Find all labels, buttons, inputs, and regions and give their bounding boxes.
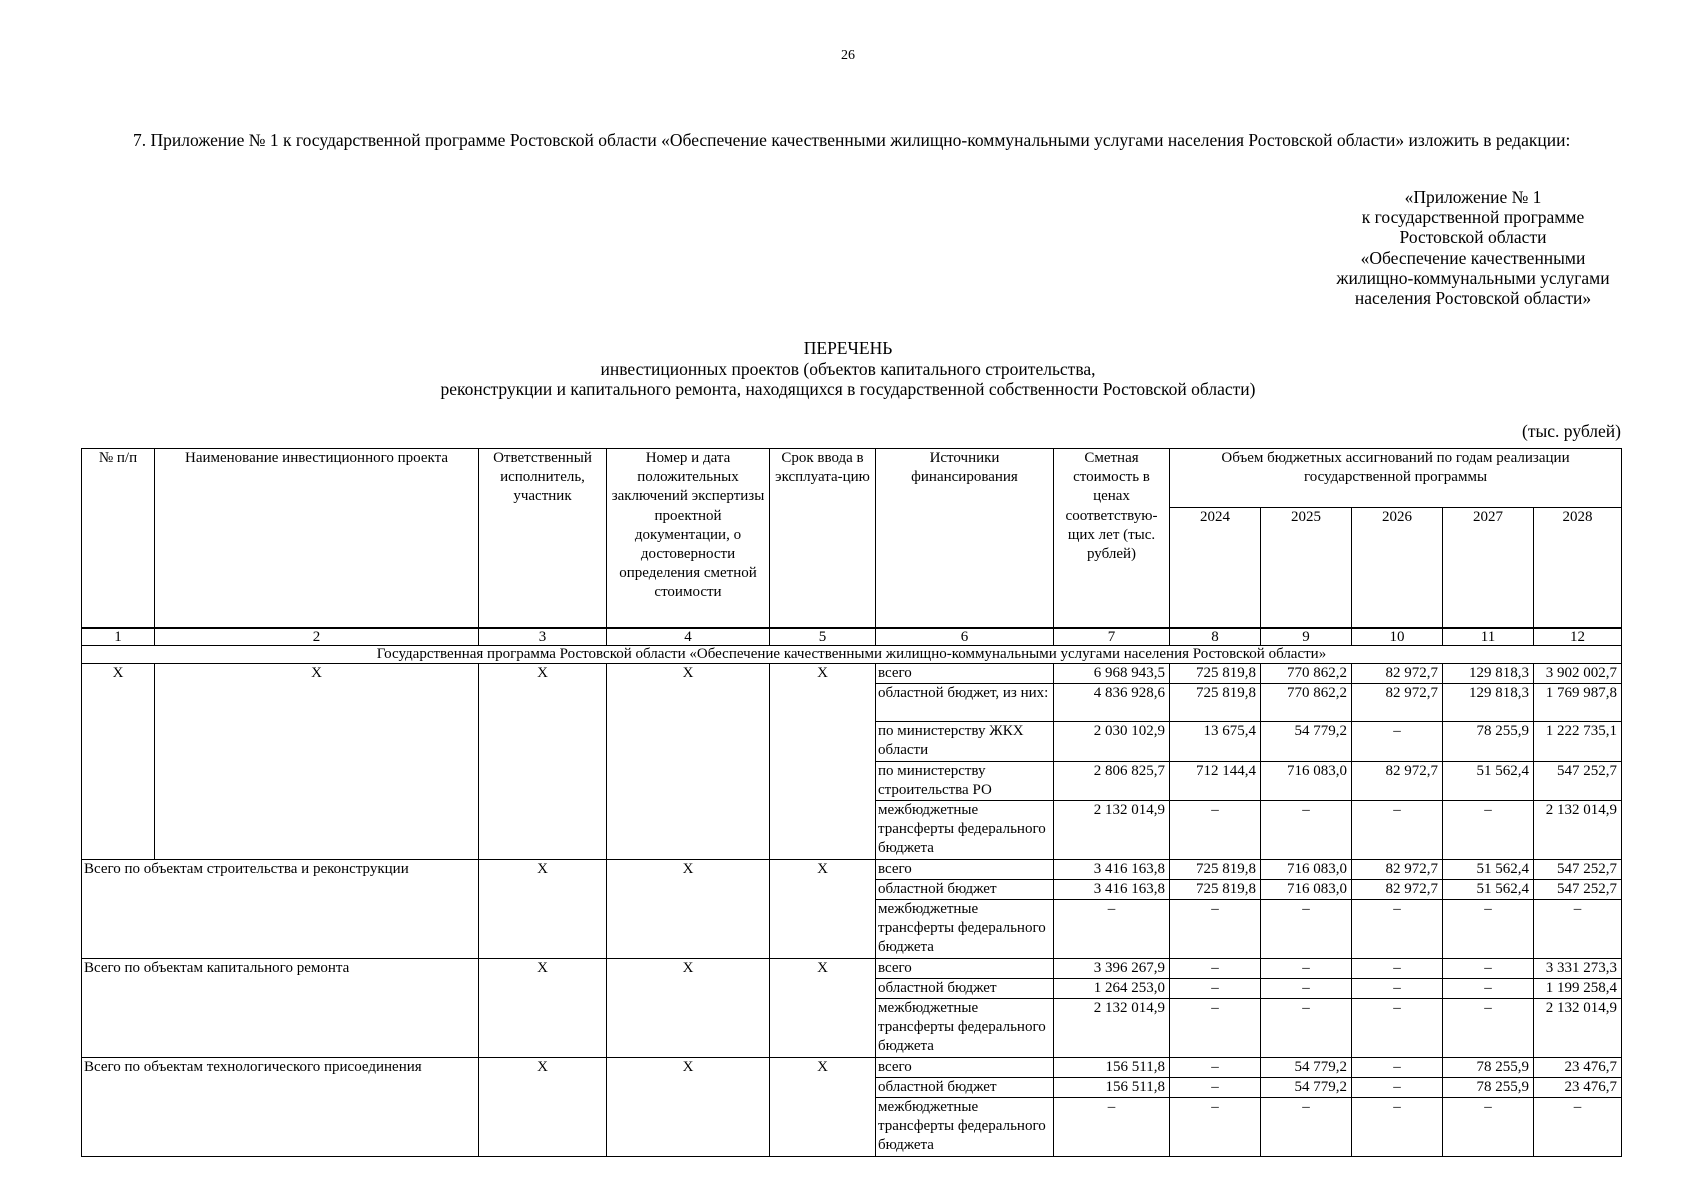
header-cell: Сметная стоимость в ценах соответствую-щих лет (тыс. рублей) xyxy=(1054,449,1170,629)
year-value-cell: – xyxy=(1170,978,1261,998)
year-value-cell: – xyxy=(1261,801,1352,860)
year-value-cell: 712 144,4 xyxy=(1170,761,1261,800)
year-value-cell: 547 252,7 xyxy=(1534,859,1622,879)
row-number-cell: Х xyxy=(82,664,155,860)
cost-cell: 156 511,8 xyxy=(1054,1057,1170,1077)
year-cell: 2026 xyxy=(1352,508,1443,629)
year-value-cell: – xyxy=(1352,900,1443,959)
header-cell: Наименование инвестиционного проекта xyxy=(155,449,479,629)
column-number: 3 xyxy=(479,628,607,646)
year-value-cell: – xyxy=(1170,958,1261,978)
header-row xyxy=(82,449,1622,508)
year-value-cell: – xyxy=(1443,801,1534,860)
cost-cell: 2 806 825,7 xyxy=(1054,761,1170,800)
year-value-cell: – xyxy=(1352,999,1443,1058)
appendix-line: «Обеспечение качественными xyxy=(1360,247,1586,268)
column-number: 10 xyxy=(1352,628,1443,646)
title-heading: ПЕРЕЧЕНЬ xyxy=(803,338,893,358)
funding-source-cell: всего xyxy=(876,1057,1054,1077)
expertise-cell: Х xyxy=(607,1057,770,1156)
year-value-cell: 82 972,7 xyxy=(1352,761,1443,800)
document-title xyxy=(0,338,1696,400)
year-value-cell: – xyxy=(1352,1098,1443,1157)
program-title: Государственная программа Ростовской области «Обеспечение качественными жилищно-коммунальными услугами населения Ростовской области» xyxy=(82,646,1622,664)
deadline-cell: Х xyxy=(770,1057,876,1156)
year-value-cell: 716 083,0 xyxy=(1261,859,1352,879)
column-number-row xyxy=(82,628,1622,646)
year-value-cell: 13 675,4 xyxy=(1170,722,1261,761)
intro-text: 7. Приложение № 1 к государственной программе Ростовской области «Обеспечение качественными жилищно-коммунальными услугами населения Ростовской области» изложить в редакции: xyxy=(133,130,1571,150)
group-name-cell: Всего по объектам строительства и реконструкции xyxy=(82,859,479,958)
year-value-cell: 51 562,4 xyxy=(1443,859,1534,879)
year-value-cell: – xyxy=(1443,978,1534,998)
year-value-cell: 129 818,3 xyxy=(1443,684,1534,722)
year-value-cell: – xyxy=(1170,900,1261,959)
intro-paragraph xyxy=(81,128,1621,152)
column-number: 4 xyxy=(607,628,770,646)
year-value-cell: 23 476,7 xyxy=(1534,1077,1622,1097)
funding-source-cell: областной бюджет xyxy=(876,1077,1054,1097)
year-value-cell: 2 132 014,9 xyxy=(1534,999,1622,1058)
program-row xyxy=(82,646,1622,664)
header-cell: Источники финансирования xyxy=(876,449,1054,629)
year-value-cell: 78 255,9 xyxy=(1443,1057,1534,1077)
year-value-cell: 82 972,7 xyxy=(1352,879,1443,899)
column-number: 2 xyxy=(155,628,479,646)
year-value-cell: – xyxy=(1534,1098,1622,1157)
title-line: реконструкции и капитального ремонта, находящихся в государственной собственности Ростовской области) xyxy=(440,379,1256,399)
units-label: (тыс. рублей) xyxy=(1522,421,1621,441)
expertise-cell: Х xyxy=(607,859,770,958)
year-value-cell: – xyxy=(1443,958,1534,978)
year-value-cell: – xyxy=(1443,999,1534,1058)
funding-source-cell: всего xyxy=(876,664,1054,684)
year-value-cell: – xyxy=(1352,958,1443,978)
column-number: 9 xyxy=(1261,628,1352,646)
funding-source-cell: областной бюджет xyxy=(876,879,1054,899)
year-value-cell: 725 819,8 xyxy=(1170,664,1261,684)
table-row xyxy=(82,664,1622,684)
year-value-cell: 78 255,9 xyxy=(1443,722,1534,761)
year-value-cell: – xyxy=(1170,1077,1261,1097)
funding-source-cell: по министерству строительства РО xyxy=(876,761,1054,800)
year-value-cell: 1 222 735,1 xyxy=(1534,722,1622,761)
year-value-cell: – xyxy=(1352,801,1443,860)
deadline-cell: Х xyxy=(770,664,876,860)
year-value-cell: 129 818,3 xyxy=(1443,664,1534,684)
year-value-cell: 770 862,2 xyxy=(1261,664,1352,684)
cost-cell: 3 416 163,8 xyxy=(1054,879,1170,899)
table-row xyxy=(82,1057,1622,1077)
year-value-cell: 82 972,7 xyxy=(1352,684,1443,722)
year-value-cell: – xyxy=(1443,1098,1534,1157)
year-value-cell: – xyxy=(1443,900,1534,959)
cost-cell: 156 511,8 xyxy=(1054,1077,1170,1097)
cost-cell: 2 030 102,9 xyxy=(1054,722,1170,761)
year-value-cell: – xyxy=(1170,1098,1261,1157)
column-number: 5 xyxy=(770,628,876,646)
year-value-cell: – xyxy=(1352,722,1443,761)
year-value-cell: 51 562,4 xyxy=(1443,761,1534,800)
column-number: 8 xyxy=(1170,628,1261,646)
appendix-line: «Приложение № 1 xyxy=(1404,187,1542,207)
year-cell: 2024 xyxy=(1170,508,1261,629)
year-value-cell: 82 972,7 xyxy=(1352,664,1443,684)
executor-cell: Х xyxy=(479,664,607,860)
group-name-cell: Всего по объектам капитального ремонта xyxy=(82,958,479,1057)
appendix-line: к государственной программе xyxy=(1361,207,1585,228)
cost-cell: 2 132 014,9 xyxy=(1054,801,1170,860)
year-value-cell: – xyxy=(1170,801,1261,860)
cost-cell: – xyxy=(1054,1098,1170,1157)
cost-cell: 3 396 267,9 xyxy=(1054,958,1170,978)
executor-cell: Х xyxy=(479,958,607,1057)
year-value-cell: 54 779,2 xyxy=(1261,722,1352,761)
cost-cell: – xyxy=(1054,900,1170,959)
column-number: 7 xyxy=(1054,628,1170,646)
year-value-cell: – xyxy=(1261,958,1352,978)
table-row xyxy=(82,859,1622,879)
year-cell: 2028 xyxy=(1534,508,1622,629)
year-value-cell: – xyxy=(1261,978,1352,998)
cost-cell: 1 264 253,0 xyxy=(1054,978,1170,998)
column-number: 1 xyxy=(82,628,155,646)
year-value-cell: – xyxy=(1352,1077,1443,1097)
year-value-cell: 54 779,2 xyxy=(1261,1077,1352,1097)
year-value-cell: – xyxy=(1261,1098,1352,1157)
year-value-cell: 770 862,2 xyxy=(1261,684,1352,722)
column-number: 11 xyxy=(1443,628,1534,646)
funding-source-cell: межбюджетные трансферты федерального бюджета xyxy=(876,900,1054,959)
header-cell: Номер и дата положительных заключений экспертизы проектной документации, о достоверности определения сметной стоимости xyxy=(607,449,770,629)
expertise-cell: Х xyxy=(607,664,770,860)
year-value-cell: 547 252,7 xyxy=(1534,879,1622,899)
page-number: 26 xyxy=(841,48,855,63)
group-name-cell: Всего по объектам технологического присоединения xyxy=(82,1057,479,1156)
year-value-cell: 1 769 987,8 xyxy=(1534,684,1622,722)
funding-source-cell: межбюджетные трансферты федерального бюджета xyxy=(876,1098,1054,1157)
header-cell: № п/п xyxy=(82,449,155,629)
header-cell: Ответственный исполнитель, участник xyxy=(479,449,607,629)
year-value-cell: 1 199 258,4 xyxy=(1534,978,1622,998)
funding-source-cell: всего xyxy=(876,859,1054,879)
funding-source-cell: межбюджетные трансферты федерального бюджета xyxy=(876,801,1054,860)
funding-source-cell: областной бюджет, из них: xyxy=(876,684,1054,722)
project-name-cell: Х xyxy=(155,664,479,860)
funding-source-cell: по министерству ЖКХ области xyxy=(876,722,1054,761)
deadline-cell: Х xyxy=(770,859,876,958)
year-value-cell: – xyxy=(1170,999,1261,1058)
header-cell: Срок ввода в эксплуата-цию xyxy=(770,449,876,629)
table-row xyxy=(82,958,1622,978)
year-value-cell: 725 819,8 xyxy=(1170,859,1261,879)
executor-cell: Х xyxy=(479,859,607,958)
cost-cell: 6 968 943,5 xyxy=(1054,664,1170,684)
year-value-cell: 82 972,7 xyxy=(1352,859,1443,879)
deadline-cell: Х xyxy=(770,958,876,1057)
year-value-cell: – xyxy=(1261,999,1352,1058)
year-value-cell: 716 083,0 xyxy=(1261,761,1352,800)
year-value-cell: – xyxy=(1352,978,1443,998)
year-value-cell: 78 255,9 xyxy=(1443,1077,1534,1097)
year-value-cell: 3 331 273,3 xyxy=(1534,958,1622,978)
funding-source-cell: межбюджетные трансферты федерального бюджета xyxy=(876,999,1054,1058)
year-value-cell: 54 779,2 xyxy=(1261,1057,1352,1077)
year-value-cell: – xyxy=(1534,900,1622,959)
cost-cell: 2 132 014,9 xyxy=(1054,999,1170,1058)
year-value-cell: – xyxy=(1352,1057,1443,1077)
appendix-line: населения Ростовской области» xyxy=(1354,288,1592,309)
appendix-line: жилищно-коммунальными услугами xyxy=(1336,267,1610,288)
year-value-cell: 3 902 002,7 xyxy=(1534,664,1622,684)
year-value-cell: 23 476,7 xyxy=(1534,1057,1622,1077)
year-value-cell: 51 562,4 xyxy=(1443,879,1534,899)
funding-source-cell: областной бюджет xyxy=(876,978,1054,998)
funding-source-cell: всего xyxy=(876,958,1054,978)
year-cell: 2025 xyxy=(1261,508,1352,629)
header-cell: Объем бюджетных ассигнований по годам реализации государственной программы xyxy=(1170,449,1622,508)
column-number: 12 xyxy=(1534,628,1622,646)
year-value-cell: 725 819,8 xyxy=(1170,879,1261,899)
year-value-cell: 547 252,7 xyxy=(1534,761,1622,800)
year-value-cell: 725 819,8 xyxy=(1170,684,1261,722)
year-value-cell: 716 083,0 xyxy=(1261,879,1352,899)
appendix-heading xyxy=(1300,187,1646,308)
cost-cell: 4 836 928,6 xyxy=(1054,684,1170,722)
year-cell: 2027 xyxy=(1443,508,1534,629)
year-value-cell: – xyxy=(1261,900,1352,959)
expertise-cell: Х xyxy=(607,958,770,1057)
year-value-cell: 2 132 014,9 xyxy=(1534,801,1622,860)
title-line: инвестиционных проектов (объектов капитального строительства, xyxy=(600,358,1096,379)
year-value-cell: – xyxy=(1170,1057,1261,1077)
column-number: 6 xyxy=(876,628,1054,646)
cost-cell: 3 416 163,8 xyxy=(1054,859,1170,879)
appendix-line: Ростовской области xyxy=(1399,227,1547,248)
executor-cell: Х xyxy=(479,1057,607,1156)
investment-projects-table xyxy=(81,448,1622,1157)
